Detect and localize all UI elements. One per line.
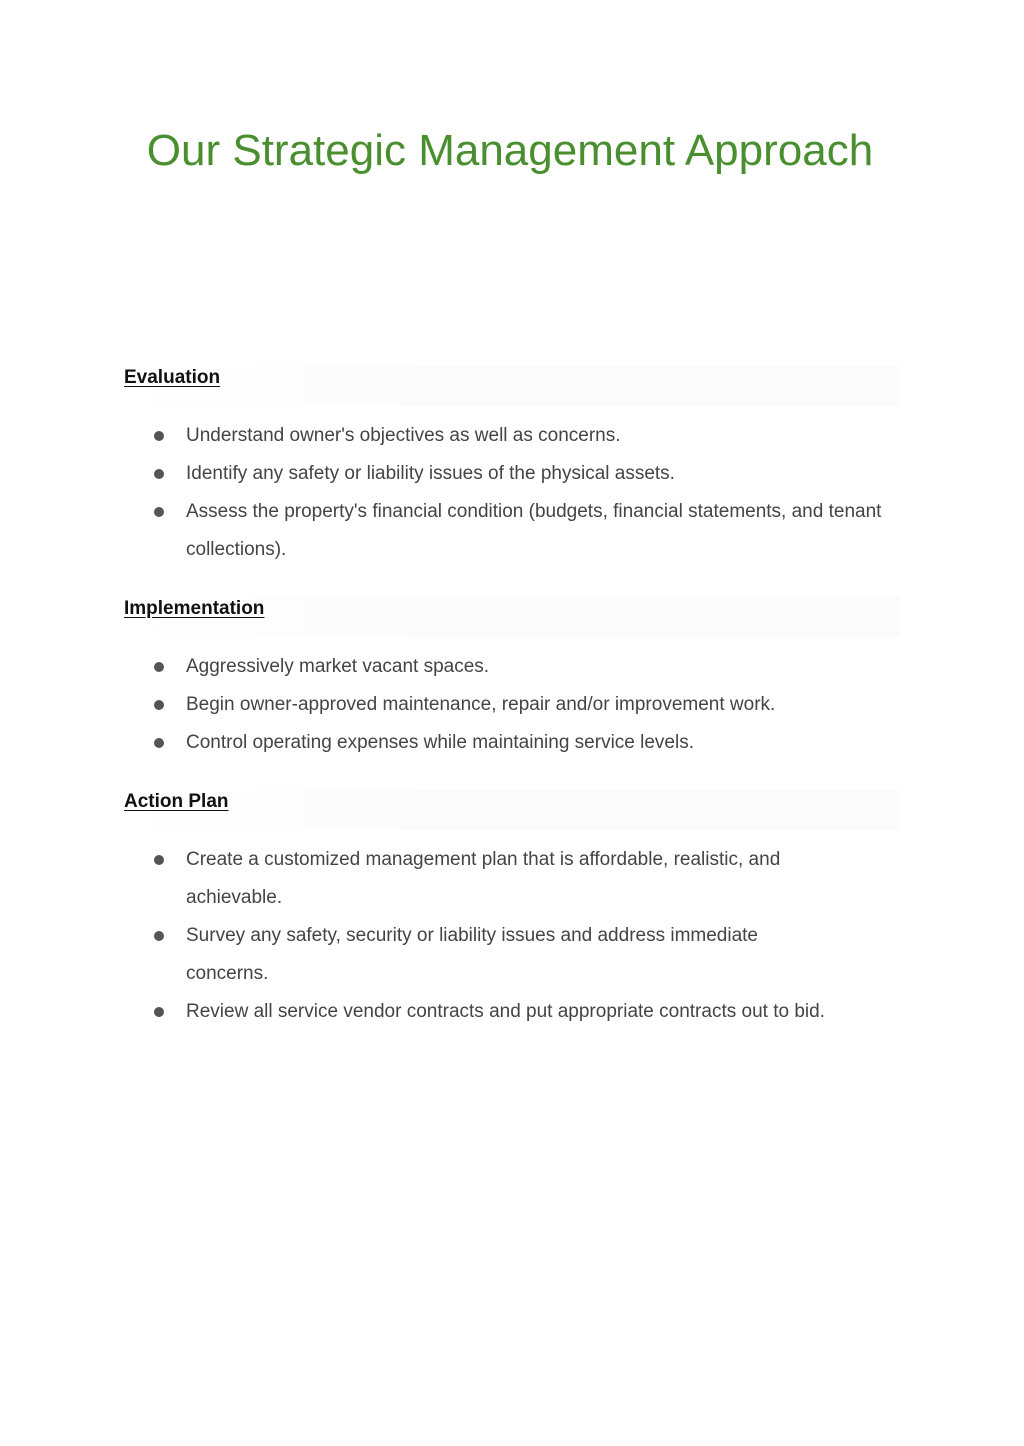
bullet-icon xyxy=(154,662,164,672)
list-item-text: Identify any safety or liability issues of the physical assets. xyxy=(186,463,675,484)
list-item xyxy=(124,841,900,917)
list-item xyxy=(124,648,900,686)
section-heading: Evaluation xyxy=(124,366,900,406)
bullet-list xyxy=(124,417,900,569)
bullet-list xyxy=(124,841,900,1031)
list-item-text: Aggressively market vacant spaces. xyxy=(186,656,490,677)
list-item-text: Create a customized management plan that is affordable, realistic, and achievable. xyxy=(186,849,781,908)
list-item xyxy=(124,686,900,724)
bullet-icon xyxy=(154,507,164,517)
list-item xyxy=(124,493,900,569)
list-item-text: Review all service vendor contracts and put appropriate contracts out to bid. xyxy=(186,1001,825,1022)
section-action-plan xyxy=(124,790,900,1031)
section-evaluation xyxy=(124,366,900,569)
list-item-text: Understand owner's objectives as well as concerns. xyxy=(186,425,621,446)
section-heading: Action Plan xyxy=(124,790,900,830)
bullet-icon xyxy=(154,431,164,441)
list-item-text: Begin owner-approved maintenance, repair and/or improvement work. xyxy=(186,694,776,715)
list-item xyxy=(124,724,900,762)
list-item xyxy=(124,455,900,493)
bullet-icon xyxy=(154,738,164,748)
list-item xyxy=(124,417,900,455)
section-heading: Implementation xyxy=(124,597,900,637)
list-item-text: Survey any safety, security or liability issues and address immediate concerns. xyxy=(186,925,759,984)
bullet-icon xyxy=(154,1007,164,1017)
bullet-icon xyxy=(154,855,164,865)
list-item-text: Assess the property's financial condition (budgets, financial statements, and tenant collections). xyxy=(186,501,882,560)
bullet-icon xyxy=(154,469,164,479)
bullet-icon xyxy=(154,700,164,710)
page-title: Our Strategic Management Approach xyxy=(146,126,874,175)
list-item xyxy=(124,993,900,1031)
list-item-text: Control operating expenses while maintaining service levels. xyxy=(186,732,694,753)
list-item xyxy=(124,917,900,993)
bullet-list xyxy=(124,648,900,762)
section-implementation xyxy=(124,597,900,762)
bullet-icon xyxy=(154,931,164,941)
